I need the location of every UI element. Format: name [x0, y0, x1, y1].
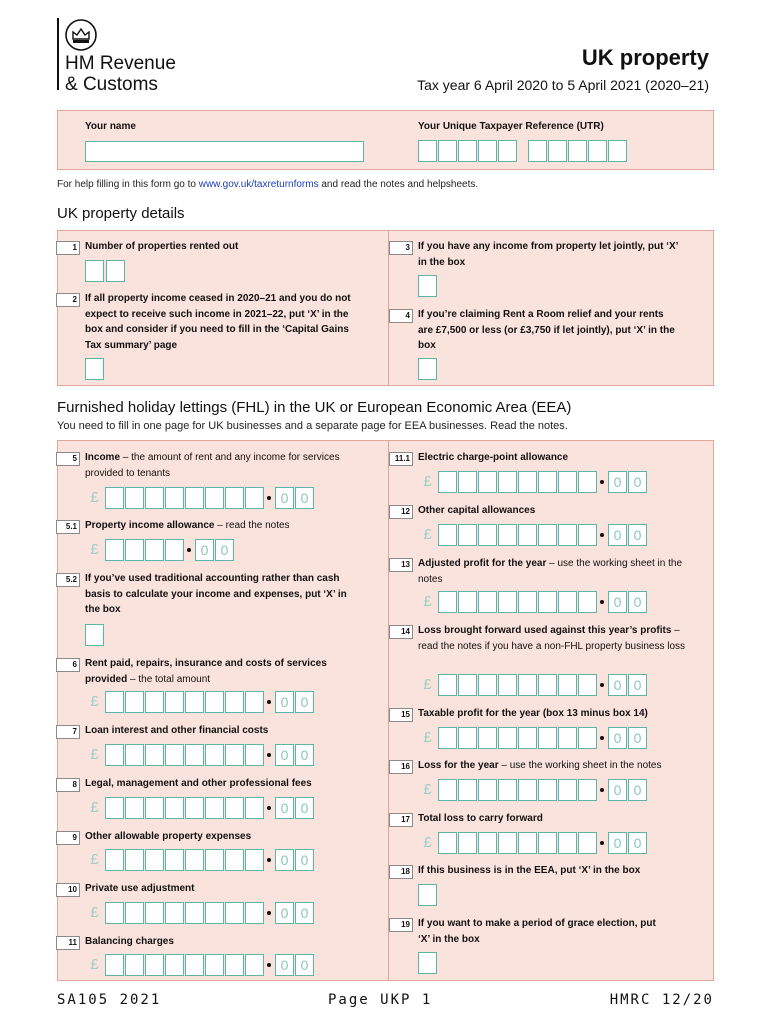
pound-sign: £	[90, 746, 99, 763]
private-use-digit-box[interactable]	[145, 902, 164, 924]
other-expenses-digit-box[interactable]	[245, 849, 264, 871]
pence-box: 0	[608, 779, 627, 801]
box-16-label: Loss for the year – use the working sheet in the notes	[418, 760, 662, 771]
decimal-point	[267, 963, 271, 967]
pence-box: 0	[275, 744, 294, 766]
box-number-1: 1	[56, 241, 80, 255]
taxable-profit-digit-box[interactable]	[558, 727, 577, 749]
decimal-point	[600, 841, 604, 845]
pence-box: 0	[295, 744, 314, 766]
pound-sign: £	[423, 676, 432, 693]
pound-sign: £	[90, 693, 99, 710]
pence-box: 0	[608, 727, 627, 749]
traditional-accounting-checkbox[interactable]	[85, 624, 104, 646]
utr-digit-box[interactable]	[548, 140, 567, 162]
decimal-point	[267, 496, 271, 500]
box-5-label: Income – the amount of rent and any income for services provided to tenants	[85, 452, 340, 479]
loss-for-year-digit-box[interactable]	[538, 779, 557, 801]
pound-sign: £	[90, 851, 99, 868]
taxable-profit-digit-box[interactable]	[458, 727, 477, 749]
decimal-point	[267, 911, 271, 915]
eea-business-checkbox[interactable]	[418, 884, 437, 906]
loss-for-year-digit-box[interactable]	[458, 779, 477, 801]
pence-box: 0	[628, 591, 647, 613]
loan-interest-digit-box[interactable]	[205, 744, 224, 766]
box-13-label: Adjusted profit for the year – use the working sheet in the notes	[418, 558, 682, 585]
rent-repairs-digit-box[interactable]	[245, 691, 264, 713]
capital-allowances-digit-box[interactable]	[478, 524, 497, 546]
utr-digit-box[interactable]	[588, 140, 607, 162]
box-10-label: Private use adjustment	[85, 883, 195, 894]
balancing-charges-digit-box[interactable]	[245, 954, 264, 976]
question-3-label: If you have any income from property let jointly, put ‘X’ in the box	[418, 241, 678, 268]
loss-carry-forward-digit-box[interactable]	[578, 832, 597, 854]
capital-allowances-digit-box[interactable]	[438, 524, 457, 546]
charge-point-digit-box[interactable]	[558, 471, 577, 493]
org-line-2: & Customs	[65, 74, 158, 95]
pence-box: 0	[608, 471, 627, 493]
box-number-19: 19	[389, 918, 413, 932]
question-4-label: If you’re claiming Rent a Room relief and your rents are £7,500 or less (or £3,750 if let jointly), put ‘X’ in the box	[418, 309, 675, 351]
decimal-point	[187, 548, 191, 552]
pence-box: 0	[628, 727, 647, 749]
box-number-5-2: 5.2	[56, 573, 80, 587]
professional-fees-digit-box[interactable]	[105, 797, 124, 819]
loss-for-year-digit-box[interactable]	[558, 779, 577, 801]
loss-carry-forward-digit-box[interactable]	[498, 832, 517, 854]
capital-allowances-digit-box[interactable]	[558, 524, 577, 546]
rent-repairs-digit-box[interactable]	[125, 691, 144, 713]
decimal-point	[267, 806, 271, 810]
box-7-label: Loan interest and other financial costs	[85, 725, 269, 736]
other-expenses-digit-box[interactable]	[165, 849, 184, 871]
pence-box: 0	[628, 779, 647, 801]
professional-fees-digit-box[interactable]	[245, 797, 264, 819]
pence-box: 0	[295, 954, 314, 976]
pence-box: 0	[295, 902, 314, 924]
decimal-point	[600, 788, 604, 792]
footer-form-id: SA105 2021	[57, 992, 162, 1008]
adjusted-profit-digit-box[interactable]	[558, 591, 577, 613]
pence-box: 0	[195, 539, 214, 561]
professional-fees-digit-box[interactable]	[145, 797, 164, 819]
fhl-subheading: You need to fill in one page for UK businesses and a separate page for EEA businesses. Read the notes.	[57, 420, 568, 432]
box-number-11-1: 11.1	[389, 452, 413, 466]
pence-box: 0	[275, 797, 294, 819]
pound-sign: £	[90, 904, 99, 921]
balancing-charges-digit-box[interactable]	[105, 954, 124, 976]
private-use-digit-box[interactable]	[125, 902, 144, 924]
loss-brought-forward-digit-box[interactable]	[458, 674, 477, 696]
income-digit-box[interactable]	[105, 487, 124, 509]
charge-point-digit-box[interactable]	[518, 471, 537, 493]
loan-interest-digit-box[interactable]	[225, 744, 244, 766]
box-number-8: 8	[56, 778, 80, 792]
loan-interest-digit-box[interactable]	[165, 744, 184, 766]
pound-sign: £	[90, 541, 99, 558]
pence-box: 0	[628, 524, 647, 546]
box-19-label: If you want to make a period of grace election, put ‘X’ in the box	[418, 918, 656, 945]
box-number-18: 18	[389, 865, 413, 879]
loss-brought-forward-digit-box[interactable]	[498, 674, 517, 696]
taxable-profit-digit-box[interactable]	[438, 727, 457, 749]
other-expenses-digit-box[interactable]	[185, 849, 204, 871]
pence-box: 0	[275, 849, 294, 871]
period-of-grace-checkbox[interactable]	[418, 952, 437, 974]
tax-year: Tax year 6 April 2020 to 5 April 2021 (2020–21)	[417, 77, 709, 93]
utr-digit-box[interactable]	[608, 140, 627, 162]
pence-box: 0	[295, 797, 314, 819]
taxable-profit-digit-box[interactable]	[578, 727, 597, 749]
properties-count-box-1[interactable]	[85, 260, 104, 282]
box-number-14: 14	[389, 625, 413, 639]
adjusted-profit-digit-box[interactable]	[518, 591, 537, 613]
decimal-point	[267, 700, 271, 704]
box-number-7: 7	[56, 725, 80, 739]
charge-point-digit-box[interactable]	[578, 471, 597, 493]
loss-for-year-digit-box[interactable]	[438, 779, 457, 801]
income-digit-box[interactable]	[205, 487, 224, 509]
adjusted-profit-digit-box[interactable]	[458, 591, 477, 613]
question-2-label: If all property income ceased in 2020–21 and you do not expect to receive such income in 2021–22, put ‘X’ in the box and consider if you need to fill in the ‘Capital Gains Tax summary’ page	[85, 293, 351, 351]
balancing-charges-digit-box[interactable]	[165, 954, 184, 976]
pound-sign: £	[423, 781, 432, 798]
private-use-digit-box[interactable]	[185, 902, 204, 924]
property-income-allowance-digit-box[interactable]	[145, 539, 164, 561]
pound-sign: £	[90, 489, 99, 506]
taxable-profit-digit-box[interactable]	[538, 727, 557, 749]
pound-sign: £	[90, 799, 99, 816]
utr-digit-box[interactable]	[458, 140, 477, 162]
adjusted-profit-digit-box[interactable]	[498, 591, 517, 613]
logo-rule	[57, 18, 59, 90]
professional-fees-digit-box[interactable]	[205, 797, 224, 819]
loan-interest-digit-box[interactable]	[145, 744, 164, 766]
question-1-label: Number of properties rented out	[85, 241, 239, 252]
box-14-label: Loss brought forward used against this year’s profits – read the notes if you have a non-FHL property business loss	[418, 625, 686, 652]
name-input[interactable]	[85, 141, 364, 162]
capital-allowances-digit-box[interactable]	[518, 524, 537, 546]
box-number-6: 6	[56, 658, 80, 672]
loan-interest-digit-box[interactable]	[125, 744, 144, 766]
pence-box: 0	[295, 487, 314, 509]
help-link[interactable]: www.gov.uk/taxreturnforms	[198, 179, 319, 190]
loss-for-year-digit-box[interactable]	[578, 779, 597, 801]
box-number-16: 16	[389, 760, 413, 774]
box-6-label: Rent paid, repairs, insurance and costs of services provided – the total amount	[85, 658, 327, 685]
box-number-11: 11	[56, 936, 80, 950]
private-use-digit-box[interactable]	[165, 902, 184, 924]
balancing-charges-digit-box[interactable]	[185, 954, 204, 976]
private-use-digit-box[interactable]	[205, 902, 224, 924]
loss-carry-forward-digit-box[interactable]	[478, 832, 497, 854]
capital-allowances-digit-box[interactable]	[458, 524, 477, 546]
footer-page: Page UKP 1	[328, 992, 433, 1008]
decimal-point	[600, 533, 604, 537]
decimal-point	[600, 480, 604, 484]
other-expenses-digit-box[interactable]	[225, 849, 244, 871]
rent-repairs-digit-box[interactable]	[185, 691, 204, 713]
box-number-3: 3	[389, 241, 413, 255]
utr-digit-box[interactable]	[568, 140, 587, 162]
box-18-label: If this business is in the EEA, put ‘X’ in the box	[418, 865, 641, 876]
pound-sign: £	[423, 729, 432, 746]
rent-repairs-digit-box[interactable]	[165, 691, 184, 713]
box-5-2-label: If you’ve used traditional accounting rather than cash basis to calculate your income and expenses, put ‘X’ in the box	[85, 573, 347, 615]
pence-box: 0	[628, 471, 647, 493]
decimal-point	[600, 736, 604, 740]
pence-box: 0	[275, 902, 294, 924]
section-heading-details: UK property details	[57, 205, 185, 222]
loss-for-year-digit-box[interactable]	[478, 779, 497, 801]
income-digit-box[interactable]	[165, 487, 184, 509]
pence-box: 0	[275, 954, 294, 976]
loss-for-year-digit-box[interactable]	[498, 779, 517, 801]
adjusted-profit-digit-box[interactable]	[438, 591, 457, 613]
help-text	[57, 179, 478, 190]
utr-digit-box[interactable]	[418, 140, 437, 162]
other-expenses-digit-box[interactable]	[105, 849, 124, 871]
adjusted-profit-digit-box[interactable]	[478, 591, 497, 613]
royal-crest-icon	[64, 18, 98, 52]
pence-box: 0	[275, 691, 294, 713]
loss-brought-forward-digit-box[interactable]	[558, 674, 577, 696]
box-15-label: Taxable profit for the year (box 13 minus box 14)	[418, 708, 648, 719]
box-number-5: 5	[56, 452, 80, 466]
pence-box: 0	[608, 524, 627, 546]
loss-carry-forward-digit-box[interactable]	[558, 832, 577, 854]
utr-digit-box[interactable]	[498, 140, 517, 162]
utr-digit-box[interactable]	[528, 140, 547, 162]
loan-interest-digit-box[interactable]	[245, 744, 264, 766]
box-number-9: 9	[56, 831, 80, 845]
professional-fees-digit-box[interactable]	[225, 797, 244, 819]
adjusted-profit-digit-box[interactable]	[578, 591, 597, 613]
balancing-charges-digit-box[interactable]	[125, 954, 144, 976]
private-use-digit-box[interactable]	[225, 902, 244, 924]
loss-for-year-digit-box[interactable]	[518, 779, 537, 801]
capital-allowances-digit-box[interactable]	[498, 524, 517, 546]
box-number-12: 12	[389, 505, 413, 519]
box-12-label: Other capital allowances	[418, 505, 536, 516]
decimal-point	[267, 858, 271, 862]
pound-sign: £	[423, 834, 432, 851]
balancing-charges-digit-box[interactable]	[225, 954, 244, 976]
box-number-10: 10	[56, 883, 80, 897]
taxable-profit-digit-box[interactable]	[478, 727, 497, 749]
loss-brought-forward-digit-box[interactable]	[578, 674, 597, 696]
help-prefix: For help filling in this form go to	[57, 179, 199, 190]
other-expenses-digit-box[interactable]	[125, 849, 144, 871]
pence-box: 0	[628, 674, 647, 696]
loss-carry-forward-digit-box[interactable]	[538, 832, 557, 854]
rent-repairs-digit-box[interactable]	[225, 691, 244, 713]
charge-point-digit-box[interactable]	[438, 471, 457, 493]
balancing-charges-digit-box[interactable]	[145, 954, 164, 976]
professional-fees-digit-box[interactable]	[165, 797, 184, 819]
decimal-point	[267, 753, 271, 757]
private-use-digit-box[interactable]	[105, 902, 124, 924]
box-9-label: Other allowable property expenses	[85, 831, 252, 842]
loss-carry-forward-digit-box[interactable]	[518, 832, 537, 854]
utr-label: Your Unique Taxpayer Reference (UTR)	[418, 121, 604, 132]
income-digit-box[interactable]	[125, 487, 144, 509]
let-jointly-checkbox[interactable]	[418, 275, 437, 297]
loss-carry-forward-digit-box[interactable]	[438, 832, 457, 854]
pence-box: 0	[275, 487, 294, 509]
private-use-digit-box[interactable]	[245, 902, 264, 924]
pound-sign: £	[423, 593, 432, 610]
income-digit-box[interactable]	[245, 487, 264, 509]
help-suffix: and read the notes and helpsheets.	[318, 179, 479, 190]
box-number-5-1: 5.1	[56, 520, 80, 534]
page-title: UK property	[581, 45, 709, 70]
balancing-charges-digit-box[interactable]	[205, 954, 224, 976]
professional-fees-digit-box[interactable]	[125, 797, 144, 819]
box-number-2: 2	[56, 293, 80, 307]
pence-box: 0	[608, 591, 627, 613]
box-8-label: Legal, management and other professional fees	[85, 778, 312, 789]
pence-box: 0	[608, 674, 627, 696]
decimal-point	[600, 600, 604, 604]
income-digit-box[interactable]	[185, 487, 204, 509]
pence-box: 0	[295, 691, 314, 713]
property-income-allowance-digit-box[interactable]	[125, 539, 144, 561]
other-expenses-digit-box[interactable]	[145, 849, 164, 871]
ceased-income-checkbox[interactable]	[85, 358, 104, 380]
pound-sign: £	[90, 956, 99, 973]
capital-allowances-digit-box[interactable]	[538, 524, 557, 546]
box-number-17: 17	[389, 813, 413, 827]
loss-brought-forward-digit-box[interactable]	[538, 674, 557, 696]
box-5-1-label: Property income allowance – read the notes	[85, 520, 290, 531]
rent-repairs-digit-box[interactable]	[145, 691, 164, 713]
section-heading-fhl: Furnished holiday lettings (FHL) in the UK or European Economic Area (EEA)	[57, 399, 572, 416]
organisation-name	[65, 53, 176, 95]
other-expenses-digit-box[interactable]	[205, 849, 224, 871]
loss-carry-forward-digit-box[interactable]	[458, 832, 477, 854]
rent-a-room-checkbox[interactable]	[418, 358, 437, 380]
pence-box: 0	[628, 832, 647, 854]
loan-interest-digit-box[interactable]	[105, 744, 124, 766]
loss-brought-forward-digit-box[interactable]	[438, 674, 457, 696]
loss-brought-forward-digit-box[interactable]	[518, 674, 537, 696]
box-number-15: 15	[389, 708, 413, 722]
pence-box: 0	[608, 832, 627, 854]
charge-point-digit-box[interactable]	[498, 471, 517, 493]
adjusted-profit-digit-box[interactable]	[538, 591, 557, 613]
box-number-4: 4	[389, 309, 413, 323]
property-income-allowance-digit-box[interactable]	[105, 539, 124, 561]
org-line-1: HM Revenue	[65, 53, 176, 74]
charge-point-digit-box[interactable]	[458, 471, 477, 493]
income-digit-box[interactable]	[225, 487, 244, 509]
pence-box: 0	[215, 539, 234, 561]
taxable-profit-digit-box[interactable]	[498, 727, 517, 749]
utr-digit-box[interactable]	[438, 140, 457, 162]
property-income-allowance-digit-box[interactable]	[165, 539, 184, 561]
properties-count-box-2[interactable]	[106, 260, 125, 282]
taxable-profit-digit-box[interactable]	[518, 727, 537, 749]
box-17-label: Total loss to carry forward	[418, 813, 543, 824]
professional-fees-digit-box[interactable]	[185, 797, 204, 819]
loan-interest-digit-box[interactable]	[185, 744, 204, 766]
box-number-13: 13	[389, 558, 413, 572]
box-11-label: Balancing charges	[85, 936, 174, 947]
name-label: Your name	[85, 121, 136, 132]
charge-point-digit-box[interactable]	[538, 471, 557, 493]
income-digit-box[interactable]	[145, 487, 164, 509]
pound-sign: £	[423, 526, 432, 543]
box-11-1-label: Electric charge-point allowance	[418, 452, 569, 463]
pound-sign: £	[423, 473, 432, 490]
utr-digit-box[interactable]	[478, 140, 497, 162]
pence-box: 0	[295, 849, 314, 871]
loss-brought-forward-digit-box[interactable]	[478, 674, 497, 696]
rent-repairs-digit-box[interactable]	[105, 691, 124, 713]
decimal-point	[600, 683, 604, 687]
charge-point-digit-box[interactable]	[478, 471, 497, 493]
capital-allowances-digit-box[interactable]	[578, 524, 597, 546]
rent-repairs-digit-box[interactable]	[205, 691, 224, 713]
footer-version: HMRC 12/20	[609, 992, 714, 1008]
